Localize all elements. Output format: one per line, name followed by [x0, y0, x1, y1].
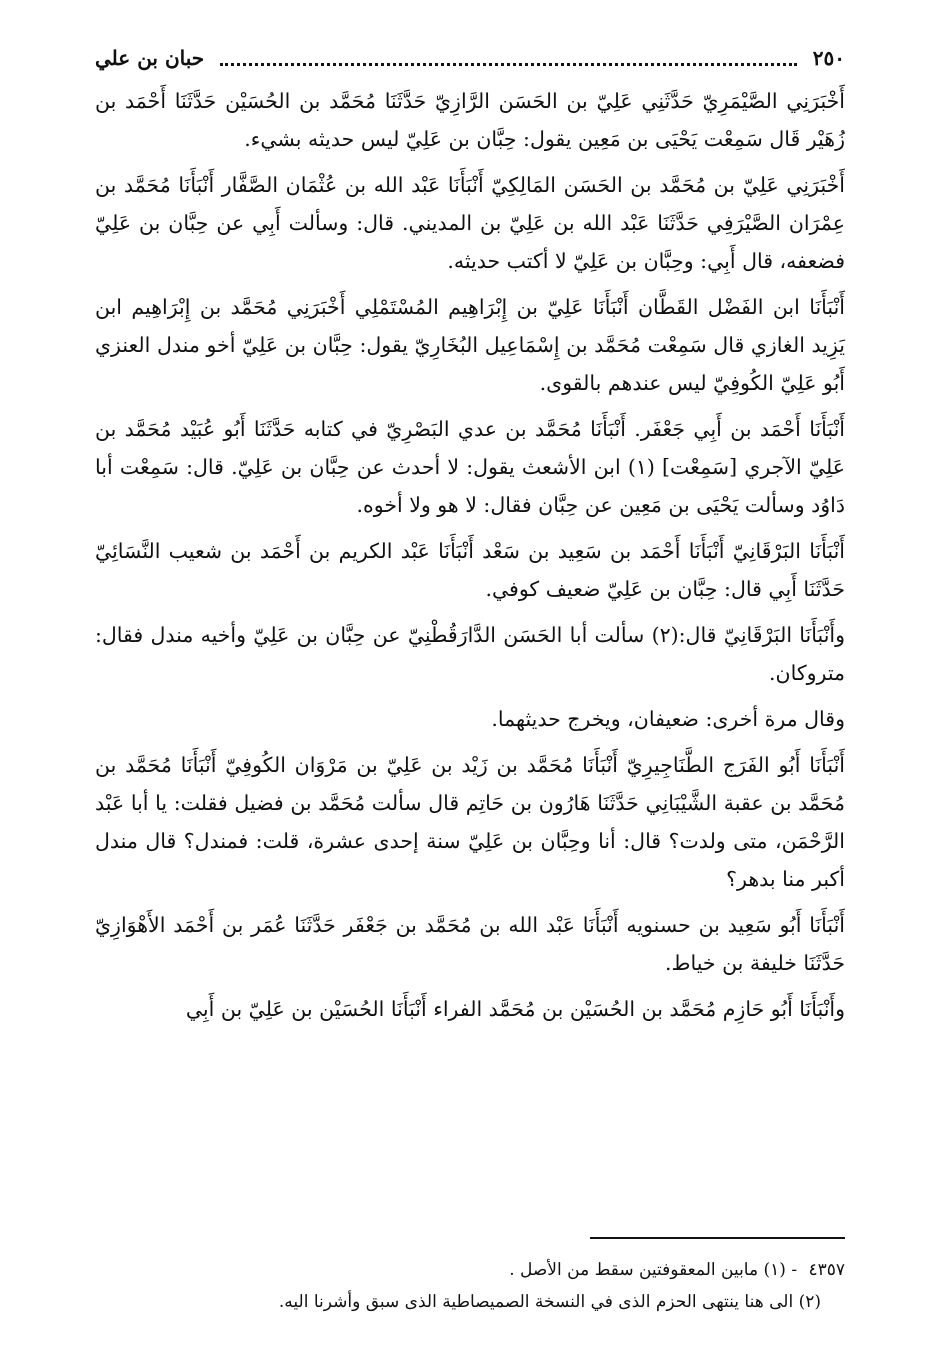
- footnote-separator: [590, 1237, 845, 1239]
- footnote-1: [95, 1254, 845, 1286]
- paragraph: وأَنْبَأَنَا البَرْقَانِيّ قال:(٢) سألت أبا الحَسَن الدَّارَقُطْنِيّ عن حِبَّان بن عَلِيّ وأخيه مندل فقال: متروكان.: [95, 623, 845, 685]
- paragraph: أَنْبَأَنَا أَبُو سَعِيد بن حسنويه أَنْبَأَنَا عَبْد الله بن مُحَمَّد بن جَعْفَر حَدَّثَنَا عُمَر بن أَحْمَد الأَهْوَازِيّ حَدَّثَنَا خليفة بن خياط.: [95, 913, 845, 975]
- header-dotted-leader: [220, 51, 797, 66]
- page-header: [95, 38, 845, 78]
- document-page: [95, 30, 845, 1330]
- footnote-text: - (١) مابين المعقوفتين سقط من الأصل .: [509, 1260, 798, 1280]
- paragraph: أَنْبَأَنَا أَبُو الفَرَج الطَّنَاجِيرِيّ أَنْبَأَنَا مُحَمَّد بن زَيْد بن عَلِيّ بن مَرْوَان الكُوفِيّ أَنْبَأَنَا مُحَمَّد بن مُحَمَّد بن عقبة الشَّيْبَانِي حَدَّثَنَا هَارُون بن حَاتِم قال سألت مُحَمَّد بن فضيل فقلت: يا أبا عَبْد الرَّحْمَن، متى ولدت؟ قال: أنا وحِبَّان بن عَلِيّ سنة إحدى عشرة، قلت: فمندل؟ قال مندل أكبر منا بدهر؟: [95, 753, 845, 891]
- paragraph: أَخْبَرَنِي الصَّيْمَرِيّ حَدَّثَنِي عَلِيّ بن الحَسَن الرَّازِيّ حَدَّثَنَا مُحَمَّد بن الحُسَيْن حَدَّثَنَا أَحْمَد بن زُهَيْر قَال سَمِعْت يَحْيَى بن مَعِين يقول: حِبَّان بن عَلِيّ ليس حديثه بشيء.: [95, 89, 845, 151]
- paragraph: أَخْبَرَنِي عَلِيّ بن مُحَمَّد بن الحَسَن المَالِكِيّ أَنْبَأَنَا عَبْد الله بن عُثْمَان الصَّفَّار أَنْبَأَنَا مُحَمَّد بن عِمْرَان الصَّيْرَفِي حَدَّثَنَا عَبْد الله بن عَلِيّ بن المديني. قال: وسألت أَبِي عن حِبَّان بن عَلِيّ فضعفه، قال أَبِي: وحِبَّان بن عَلِيّ لا أكتب حديثه.: [95, 173, 845, 273]
- page-number: ٢٥٠: [812, 46, 845, 70]
- paragraph: وأَنْبَأَنَا أَبُو حَازِم مُحَمَّد بن الحُسَيْن بن مُحَمَّد الفراء أَنْبَأَنَا الحُسَيْن بن عَلِيّ بن أَبِي: [185, 997, 845, 1021]
- paragraph: أَنْبَأَنَا البَرْقَانِيّ أَنْبَأَنَا أَحْمَد بن سَعِيد بن سَعْد أَنْبَأَنَا عَبْد الكريم بن أَحْمَد بن شعيب النَّسَائِيّ حَدَّثَنَا أَبِي قال: حِبَّان بن عَلِيّ ضعيف كوفي.: [95, 539, 845, 601]
- footnote-2: [95, 1286, 845, 1318]
- paragraph: أَنْبَأَنَا ابن الفَضْل القَطَّان أَنْبَأَنَا عَلِيّ بن إِبْرَاهِيم المُسْتَمْلِي أَخْبَرَنِي مُحَمَّد بن إِبْرَاهِيم ابن يَزِيد الغازي قال سَمِعْت مُحَمَّد بن إِسْمَاعِيل البُخَارِيّ يقول: حِبَّان بن عَلِيّ أخو مندل العنزي أَبُو عَلِيّ الكُوفِيّ ليس عندهم بالقوى.: [95, 295, 845, 395]
- running-title: حبان بن علي: [95, 46, 205, 70]
- footnote-entry-number: ٤٣٥٧: [808, 1260, 845, 1280]
- footnote-text: (٢) الى هنا ينتهى الحزم الذى في النسخة الصميصاطية الذى سبق وأشرنا اليه.: [278, 1292, 821, 1312]
- paragraph: وقال مرة أخرى: ضعيفان، ويخرج حديثهما.: [491, 707, 845, 731]
- main-text: [95, 82, 845, 1036]
- paragraph: أَنْبَأَنَا أَحْمَد بن أَبِي جَعْفَر. أَنْبَأَنَا مُحَمَّد بن عدي البَصْرِيّ في كتابه حَدَّثَنَا أَبُو عُبَيْد مُحَمَّد بن عَلِيّ الآجري [سَمِعْت] (١) ابن الأشعث يقول: لا أحدث عن حِبَّان بن عَلِيّ. قال: سَمِعْت أبا دَاوُد وسألت يَحْيَى بن مَعِين عن حِبَّان فقال: لا هو ولا أخوه.: [95, 417, 845, 517]
- footnotes: [95, 1254, 845, 1318]
